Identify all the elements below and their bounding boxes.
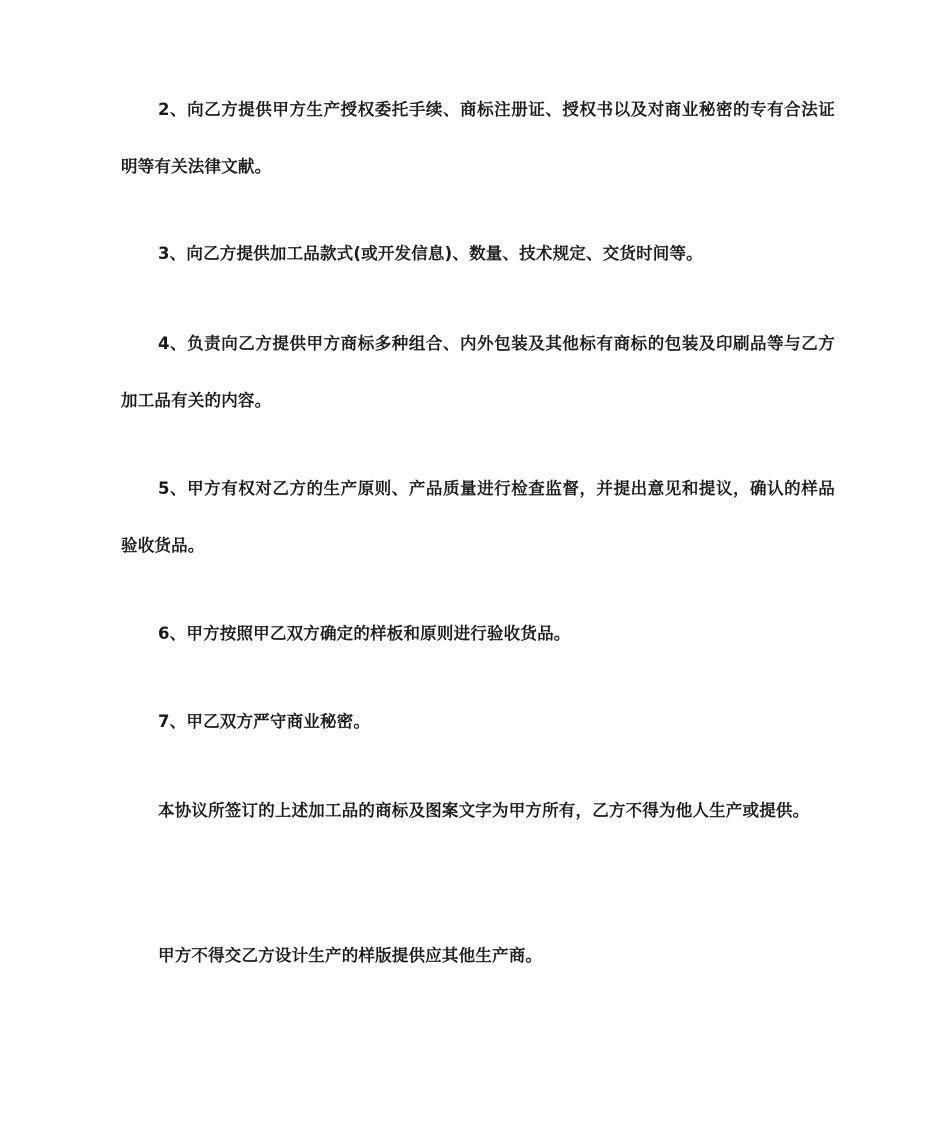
paragraph-clause-7: 7、甲乙双方严守商业秘密。 — [158, 712, 371, 731]
paragraph-clause-4: 4、负责向乙方提供甲方商标多种组合、内外包装及其他标有商标的包装及印刷品等与乙方加工品有关的内容。 — [121, 334, 835, 410]
paragraph-clause-5: 5、甲方有权对乙方的生产原则、产品质量进行检查监督，并提出意见和提议，确认的样品验收货品。 — [121, 479, 835, 555]
paragraph-clause-2: 2、向乙方提供甲方生产授权委托手续、商标注册证、授权书以及对商业秘密的专有合法证明等有关法律文献。 — [121, 100, 835, 176]
paragraph-trademark-ownership: 本协议所签订的上述加工品的商标及图案文字为甲方所有，乙方不得为他人生产或提供。 — [158, 801, 810, 820]
paragraph-clause-6: 6、甲方按照甲乙双方确定的样板和原则进行验收货品。 — [158, 624, 571, 643]
paragraph-clause-3: 3、向乙方提供加工品款式(或开发信息)、数量、技术规定、交货时间等。 — [158, 244, 703, 263]
paragraph-sample-restriction: 甲方不得交乙方设计生产的样版提供应其他生产商。 — [158, 946, 543, 965]
